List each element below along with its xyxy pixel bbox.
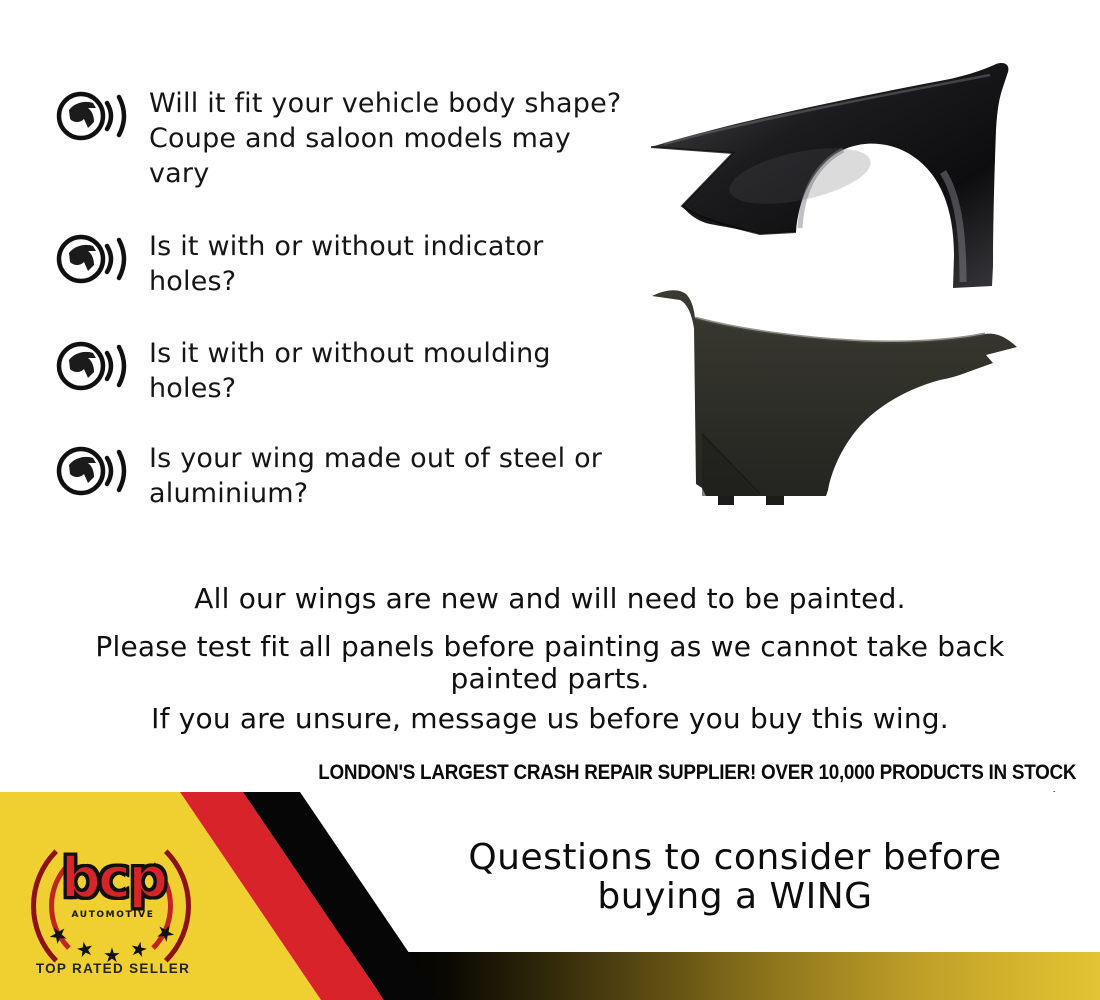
bullet-text: [149, 336, 551, 406]
bcp-automotive-logo: [13, 834, 213, 996]
note-test-fit: Please test fit all panels before painting as we cannot take back: [95, 630, 1005, 663]
bullet-line: Will it fit your vehicle body shape?: [149, 88, 622, 119]
bullet-body-shape: [55, 86, 621, 191]
bullet-moulding-holes: [55, 336, 551, 406]
stock-strapline: LONDON'S LARGEST CRASH REPAIR SUPPLIER! OVER 10,000 PRODUCTS IN STOCK: [317, 761, 1076, 784]
bullet-text: [149, 441, 602, 511]
glossy-front-wing-photo: [650, 58, 1018, 296]
matte-front-wing-photo: [640, 284, 1020, 530]
bottom-banner: [0, 792, 1100, 1000]
bullet-line: Is it with or without moulding: [149, 338, 551, 369]
brand-sub-label: AUTOMOTIVE: [71, 910, 155, 920]
top-rated-seller-label: TOP RATED SELLER: [35, 961, 191, 976]
bullet-line: Is it with or without indicator: [149, 231, 544, 262]
rating-star: ★: [43, 919, 74, 952]
wing-sound-icon: [55, 88, 139, 144]
bullet-line: vary: [149, 158, 210, 189]
note-painted: All our wings are new and will need to be painted.: [194, 582, 906, 615]
note-message-us: If you are unsure, message us before you buy this wing.: [151, 702, 949, 735]
bullet-text: [149, 86, 621, 191]
bullet-indicator-holes: [55, 229, 543, 299]
headline-line-2: buying a WING: [597, 876, 873, 917]
rating-star: ★: [150, 917, 180, 950]
banner-headline: [420, 838, 1050, 916]
bullet-text: [149, 229, 543, 299]
bottom-gradient-bar: [378, 952, 1100, 1000]
bullet-line: Coupe and saloon models may: [149, 123, 571, 154]
wing-sound-icon: [55, 231, 139, 287]
rating-star: ★: [127, 935, 151, 963]
brand-wordmark: bcp: [60, 846, 166, 911]
bullet-steel-aluminium: [55, 441, 602, 511]
bullet-line: aluminium?: [149, 478, 309, 509]
headline-line-1: Questions to consider before: [468, 837, 1002, 878]
wing-sound-icon: [55, 338, 139, 394]
bullet-line: Is your wing made out of steel or: [149, 443, 603, 474]
rating-star: ★: [103, 943, 121, 967]
bullet-line: holes?: [149, 266, 237, 297]
wing-sound-icon: [55, 443, 139, 499]
bullet-line: holes?: [149, 373, 237, 404]
rating-star: ★: [73, 935, 97, 963]
note-test-fit-2: painted parts.: [450, 662, 650, 695]
